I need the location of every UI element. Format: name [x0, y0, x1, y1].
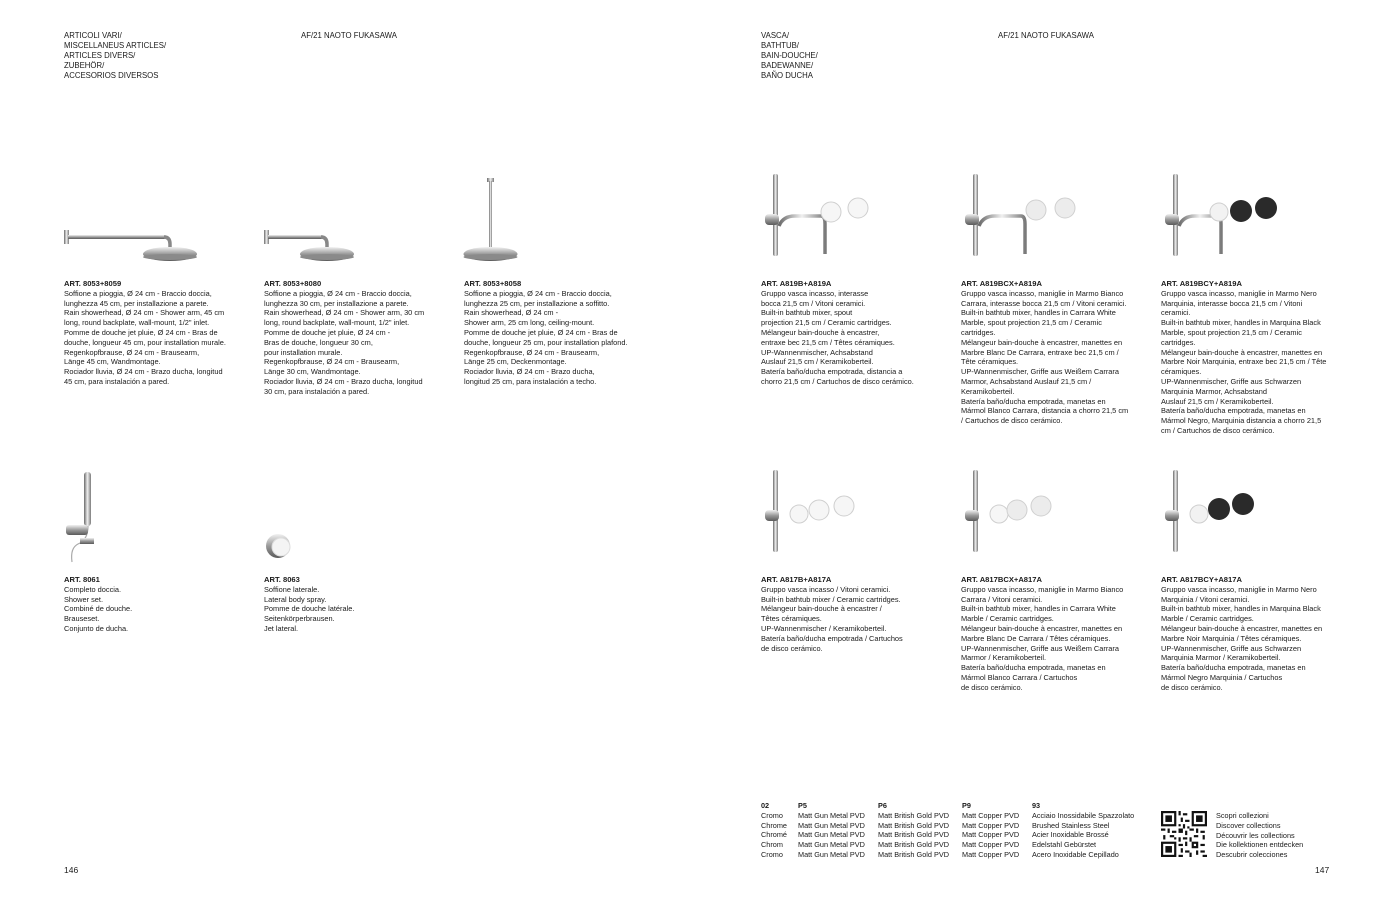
finish-name: Matt Copper PVD — [962, 830, 1020, 840]
section-line: BAIN-DOUCHE/ — [761, 51, 818, 60]
description-line: Pomme de douche latérale. — [264, 604, 355, 614]
finish-name: Matt British Gold PVD — [878, 810, 949, 820]
product-a819bcy-a819a — [1161, 279, 1326, 436]
shower-arm-image — [264, 228, 364, 264]
description-line: ceramici. — [1161, 308, 1191, 318]
description-line: UP-Wannenmischer, Griffe aus Weißem Carrara — [961, 367, 1119, 377]
description-line: cartridges. — [1161, 337, 1196, 347]
description-line: chorro 21,5 cm / Cartuchos de disco cerámico. — [761, 376, 914, 386]
finish-name: Acier Inoxidable Brossé — [1032, 830, 1109, 840]
section-line: BATHTUB/ — [761, 41, 799, 50]
finish-code: P6 — [878, 801, 887, 810]
product-8063 — [264, 575, 354, 634]
description-line: / Cartuchos de disco cerámico. — [961, 416, 1063, 426]
section-line: ACCESORIOS DIVERSOS — [64, 71, 159, 80]
finish-name: Matt British Gold PVD — [878, 849, 949, 859]
body-spray-image — [264, 532, 294, 562]
finish-name: Matt Gun Metal PVD — [798, 849, 865, 859]
description-line: Marbre Noir Marquinia / Têtes céramiques. — [1161, 633, 1302, 643]
page-number-right: 147 — [1315, 865, 1330, 875]
collections-link-text: Discover collections — [1216, 820, 1281, 830]
product-code: ART. 8053+8059 — [64, 279, 122, 288]
description-line: Marmor / Keramikoberteil. — [961, 653, 1047, 663]
finish-column-p9 — [962, 801, 1019, 860]
description-line: Mármol Negro, Marquinia distancia a chorro 21,5 — [1161, 416, 1322, 426]
description-line: Mélangeur bain-douche à encastrer, manettes en — [1161, 623, 1323, 633]
description-line: douche, longueur 25 cm, pour installation plafond. — [464, 337, 628, 347]
collections-link-text: Scopri collezioni — [1216, 811, 1269, 820]
description-line: Mélangeur bain-douche à encastrer, manettes en — [1161, 347, 1323, 357]
right-section-title — [761, 31, 818, 81]
finish-code: P5 — [798, 801, 807, 810]
description-line: UP-Wannenmischer, Griffe aus Schwarzen — [1161, 376, 1302, 386]
description-line: entraxe bec 21,5 cm / Têtes céramiques. — [761, 337, 895, 347]
description-line: Batería baño/ducha empotrada, manetas en — [961, 396, 1106, 406]
bathtub-mixer-black-marble-image — [1161, 468, 1261, 563]
finish-name: Acero Inoxidable Cepillado — [1032, 849, 1119, 859]
ceiling-shower-image — [463, 178, 523, 264]
finish-name: Chromé — [761, 830, 787, 840]
description-line: Pomme de douche jet pluie, Ø 24 cm - Bras de — [64, 327, 218, 337]
description-line: Built-in bathtub mixer, handles in Marquina Black — [1161, 318, 1321, 328]
description-line: Built-in bathtub mixer / Ceramic cartridges. — [761, 594, 901, 604]
finish-column-02 — [761, 801, 787, 860]
description-line: Mármol Blanco Carrara, distancia a chorro 21,5 cm — [961, 406, 1129, 416]
description-line: Länge 25 cm, Deckenmontage. — [464, 357, 567, 367]
finish-name: Matt British Gold PVD — [878, 840, 949, 850]
description-line: Regenkopfbrause, Ø 24 cm - Brausearm, — [464, 347, 600, 357]
shower-arm-image — [64, 228, 199, 264]
description-line: Lateral body spray. — [264, 594, 327, 604]
collections-link-text: Descubrir colecciones — [1216, 850, 1288, 860]
finish-name: Cromo — [761, 849, 783, 859]
description-line: Mármol Negro Marquinia / Cartuchos — [1161, 672, 1283, 682]
product-a819bcx-a819a — [961, 279, 1128, 426]
description-line: Gruppo vasca incasso, maniglie in Marmo Bianco — [961, 584, 1124, 594]
product-code: ART. A817BCX+A817A — [961, 575, 1042, 584]
bathtub-mixer-white-marble-image — [961, 172, 1081, 267]
right-designer-label: AF/21 NAOTO FUKASAWA — [998, 31, 1094, 40]
left-section-title — [64, 31, 166, 81]
product-a817bcy-a817a — [1161, 575, 1322, 693]
product-code: ART. A819B+A819A — [761, 279, 832, 288]
description-line: UP-Wannenmischer, Griffe aus Schwarzen — [1161, 643, 1302, 653]
description-line: Pomme de douche jet pluie, Ø 24 cm - Bras de — [464, 327, 618, 337]
description-line: UP-Wannenmischer, Griffe aus Weißem Carrara — [961, 643, 1119, 653]
description-line: de disco cerámico. — [761, 643, 823, 653]
collections-link-text: Die kollektionen entdecken — [1216, 840, 1304, 850]
description-line: cm / Cartuchos de disco cerámico. — [1161, 425, 1275, 435]
description-line: long, round backplate, wall-mount, 1/2" inlet. — [64, 318, 210, 328]
description-line: Rain showerhead, Ø 24 cm - Shower arm, 45 cm — [64, 308, 225, 318]
description-line: Auslauf 21,5 cm / Keramikoberteil. — [1161, 396, 1274, 406]
description-line: Marquinia Marmor / Keramikoberteil. — [1161, 653, 1281, 663]
finish-name: Matt Gun Metal PVD — [798, 830, 865, 840]
description-line: Jet lateral. — [264, 623, 299, 633]
finish-column-93 — [1032, 801, 1134, 860]
description-line: Marquinia, interasse bocca 21,5 cm / Vitoni — [1161, 298, 1303, 308]
discover-collections[interactable] — [1216, 811, 1303, 860]
finish-name: Chrome — [761, 820, 787, 830]
left-designer-label: AF/21 NAOTO FUKASAWA — [301, 31, 397, 40]
description-line: Soffione a pioggia, Ø 24 cm - Braccio doccia, — [64, 288, 212, 298]
description-line: Mármol Blanco Carrara / Cartuchos — [961, 672, 1078, 682]
finish-name: Matt Gun Metal PVD — [798, 810, 865, 820]
collections-link-text: Découvrir les collections — [1216, 830, 1295, 840]
description-line: Brauseset. — [64, 614, 100, 624]
description-line: 45 cm, para instalación a pared. — [64, 376, 170, 386]
description-line: Batería baño/ducha empotrada, manetas en — [1161, 663, 1306, 673]
qr-code-icon[interactable] — [1161, 811, 1207, 857]
description-line: Keramikoberteil. — [961, 386, 1015, 396]
description-line: Marbre Blanc De Carrara / Têtes céramiques. — [961, 633, 1111, 643]
description-line: Soffione a pioggia, Ø 24 cm - Braccio doccia, — [464, 288, 612, 298]
finish-code: P9 — [962, 801, 971, 810]
description-line: Gruppo vasca incasso, maniglie in Marmo Nero — [1161, 288, 1317, 298]
product-code: ART. 8053+8080 — [264, 279, 322, 288]
description-line: long, round backplate, wall-mount, 1/2" inlet. — [264, 318, 410, 328]
finish-column-p6 — [878, 801, 949, 860]
finish-name: Matt Gun Metal PVD — [798, 820, 865, 830]
description-line: Conjunto de ducha. — [64, 623, 129, 633]
description-line: Gruppo vasca incasso / Vitoni ceramici. — [761, 584, 891, 594]
finish-code: 93 — [1032, 801, 1041, 810]
section-line: MISCELLANEUS ARTICLES/ — [64, 41, 167, 50]
finish-name: Matt Copper PVD — [962, 849, 1020, 859]
description-line: Pomme de douche jet pluie, Ø 24 cm - — [264, 327, 391, 337]
finish-name: Matt Copper PVD — [962, 820, 1020, 830]
description-line: lunghezza 25 cm, per installazione a soffitto. — [464, 298, 610, 308]
description-line: Rociador lluvia, Ø 24 cm - Brazo ducha, longitud — [264, 376, 423, 386]
description-line: Shower arm, 25 cm long, ceiling-mount. — [464, 318, 595, 328]
description-line: Batería baño/ducha empotrada, manetas en — [961, 663, 1106, 673]
description-line: Gruppo vasca incasso, maniglie in Marmo Bianco — [961, 288, 1124, 298]
section-line: ARTICLES DIVERS/ — [64, 51, 136, 60]
description-line: Länge 45 cm, Wandmontage. — [64, 357, 161, 367]
finish-name: Matt British Gold PVD — [878, 830, 949, 840]
description-line: 30 cm, para instalación a pared. — [264, 386, 370, 396]
product-code: ART. A819BCY+A819A — [1161, 279, 1242, 288]
shower-set-image — [64, 470, 104, 566]
description-line: Marquinia Marmor, Achsabstand — [1161, 386, 1267, 396]
description-line: Marquinia / Vitoni ceramici. — [1161, 594, 1250, 604]
description-line: Marble / Ceramic cartridges. — [1161, 614, 1254, 624]
description-line: Carrara / Vitoni ceramici. — [961, 594, 1043, 604]
description-line: Rociador lluvia, Ø 24 cm - Brazo ducha, — [464, 367, 595, 377]
description-line: Têtes céramiques. — [761, 614, 822, 624]
product-8053-8058 — [464, 279, 628, 387]
page-number-left: 146 — [64, 865, 79, 875]
description-line: Built-in bathtub mixer, handles in Marquina Black — [1161, 604, 1321, 614]
description-line: Marble, spout projection 21,5 cm / Ceramic — [1161, 327, 1302, 337]
description-line: Carrara, interasse bocca 21,5 cm / Vitoni ceramici. — [961, 298, 1127, 308]
description-line: Soffione laterale. — [264, 584, 320, 594]
description-line: Seitenkörperbrausen. — [264, 614, 335, 624]
description-line: Marmor, Achsabstand Auslauf 21,5 cm / — [961, 376, 1092, 386]
section-line: ARTICOLI VARI/ — [64, 31, 122, 40]
description-line: Rain showerhead, Ø 24 cm - Shower arm, 30 cm — [264, 308, 425, 318]
description-line: UP-Wannenmischer / Keramikoberteil. — [761, 623, 887, 633]
description-line: Marble, spout projection 21,5 cm / Ceramic — [961, 318, 1102, 328]
description-line: Rociador lluvia, Ø 24 cm - Brazo ducha, longitud — [64, 367, 223, 377]
section-line: VASCA/ — [761, 31, 790, 40]
description-line: Gruppo vasca incasso, maniglie in Marmo Nero — [1161, 584, 1317, 594]
description-line: pour installation murale. — [264, 347, 343, 357]
finish-name: Matt Copper PVD — [962, 840, 1020, 850]
product-a817bcx-a817a — [961, 575, 1123, 693]
description-line: douche, longueur 45 cm, pour installation murale. — [64, 337, 226, 347]
section-line: BADEWANNE/ — [761, 61, 814, 70]
finish-name: Matt British Gold PVD — [878, 820, 949, 830]
description-line: Marble / Ceramic cartridges. — [961, 614, 1054, 624]
description-line: Batería baño/ducha empotrada, manetas en — [1161, 406, 1306, 416]
description-line: Mélangeur bain-douche à encastrer, manettes en — [961, 337, 1123, 347]
section-line: BAÑO DUCHA — [761, 71, 813, 80]
description-line: Marbre Noir Marquinia, entraxe bec 21,5 cm / Tête — [1161, 357, 1327, 367]
description-line: Regenkopfbrause, Ø 24 cm - Brausearm, — [64, 347, 200, 357]
bathtub-mixer-image — [761, 468, 861, 563]
description-line: Batería baño/ducha empotrada, distancia a — [761, 367, 903, 377]
description-line: de disco cerámico. — [1161, 682, 1223, 692]
section-line: ZUBEHÖR/ — [64, 61, 105, 70]
finish-name: Cromo — [761, 810, 783, 820]
description-line: Tête céramiques. — [961, 357, 1019, 367]
finish-name: Chrom — [761, 840, 783, 850]
description-line: Batería baño/ducha empotrada / Cartuchos — [761, 633, 903, 643]
product-code: ART. 8053+8058 — [464, 279, 522, 288]
description-line: Gruppo vasca incasso, interasse — [761, 288, 869, 298]
finish-name: Matt Gun Metal PVD — [798, 840, 865, 850]
bathtub-mixer-black-marble-image — [1161, 172, 1281, 267]
description-line: Regenkopfbrause, Ø 24 cm - Brausearm, — [264, 357, 400, 367]
description-line: Länge 30 cm, Wandmontage. — [264, 367, 361, 377]
product-a817b-a817a — [761, 575, 903, 653]
description-line: Auslauf 21,5 cm / Keramikoberteil. — [761, 357, 874, 367]
description-line: lunghezza 30 cm, per installazione a parete. — [264, 298, 409, 308]
finish-name: Acciaio Inossidabile Spazzolato — [1032, 810, 1135, 820]
description-line: cartridges. — [961, 327, 996, 337]
description-line: de disco cerámico. — [961, 682, 1023, 692]
description-line: longitud 25 cm, para instalación a techo. — [464, 376, 597, 386]
product-8053-8080 — [264, 279, 424, 397]
description-line: Built-in bathtub mixer, handles in Carrara White — [961, 604, 1116, 614]
description-line: Mélangeur bain-douche à encastrer, manettes en — [961, 623, 1123, 633]
finish-name: Brushed Stainless Steel — [1032, 820, 1110, 830]
finish-column-p5 — [798, 801, 865, 860]
description-line: bocca 21,5 cm / Vitoni ceramici. — [761, 298, 866, 308]
product-8053-8059 — [64, 279, 226, 387]
description-line: UP-Wannenmischer, Achsabstand — [761, 347, 873, 357]
product-code: ART. A817BCY+A817A — [1161, 575, 1242, 584]
description-line: Combiné de douche. — [64, 604, 133, 614]
bathtub-mixer-white-marble-image — [961, 468, 1061, 563]
finish-code: 02 — [761, 801, 770, 810]
description-line: Bras de douche, longueur 30 cm, — [264, 337, 373, 347]
description-line: projection 21,5 cm / Ceramic cartridges. — [761, 318, 892, 328]
product-code: ART. 8063 — [264, 575, 300, 584]
description-line: Completo doccia. — [64, 584, 122, 594]
product-code: ART. 8061 — [64, 575, 100, 584]
description-line: Built-in bathtub mixer, spout — [761, 308, 853, 318]
description-line: céramiques. — [1161, 367, 1202, 377]
product-code: ART. A819BCX+A819A — [961, 279, 1042, 288]
description-line: Rain showerhead, Ø 24 cm - — [464, 308, 559, 318]
product-8061 — [64, 575, 132, 634]
product-a819b-a819a — [761, 279, 914, 387]
description-line: Marbre Blanc De Carrara, entraxe bec 21,5 cm / — [961, 347, 1119, 357]
description-line: Mélangeur bain-douche à encastrer / — [761, 604, 882, 614]
description-line: Built-in bathtub mixer, handles in Carrara White — [961, 308, 1116, 318]
description-line: Shower set. — [64, 594, 104, 604]
finish-name: Edelstahl Gebürstet — [1032, 840, 1097, 850]
product-code: ART. A817B+A817A — [761, 575, 832, 584]
description-line: Mélangeur bain-douche à encastrer, — [761, 327, 880, 337]
finish-name: Matt Copper PVD — [962, 810, 1020, 820]
description-line: Soffione a pioggia, Ø 24 cm - Braccio doccia, — [264, 288, 412, 298]
bathtub-mixer-image — [761, 172, 881, 267]
description-line: lunghezza 45 cm, per installazione a parete. — [64, 298, 209, 308]
